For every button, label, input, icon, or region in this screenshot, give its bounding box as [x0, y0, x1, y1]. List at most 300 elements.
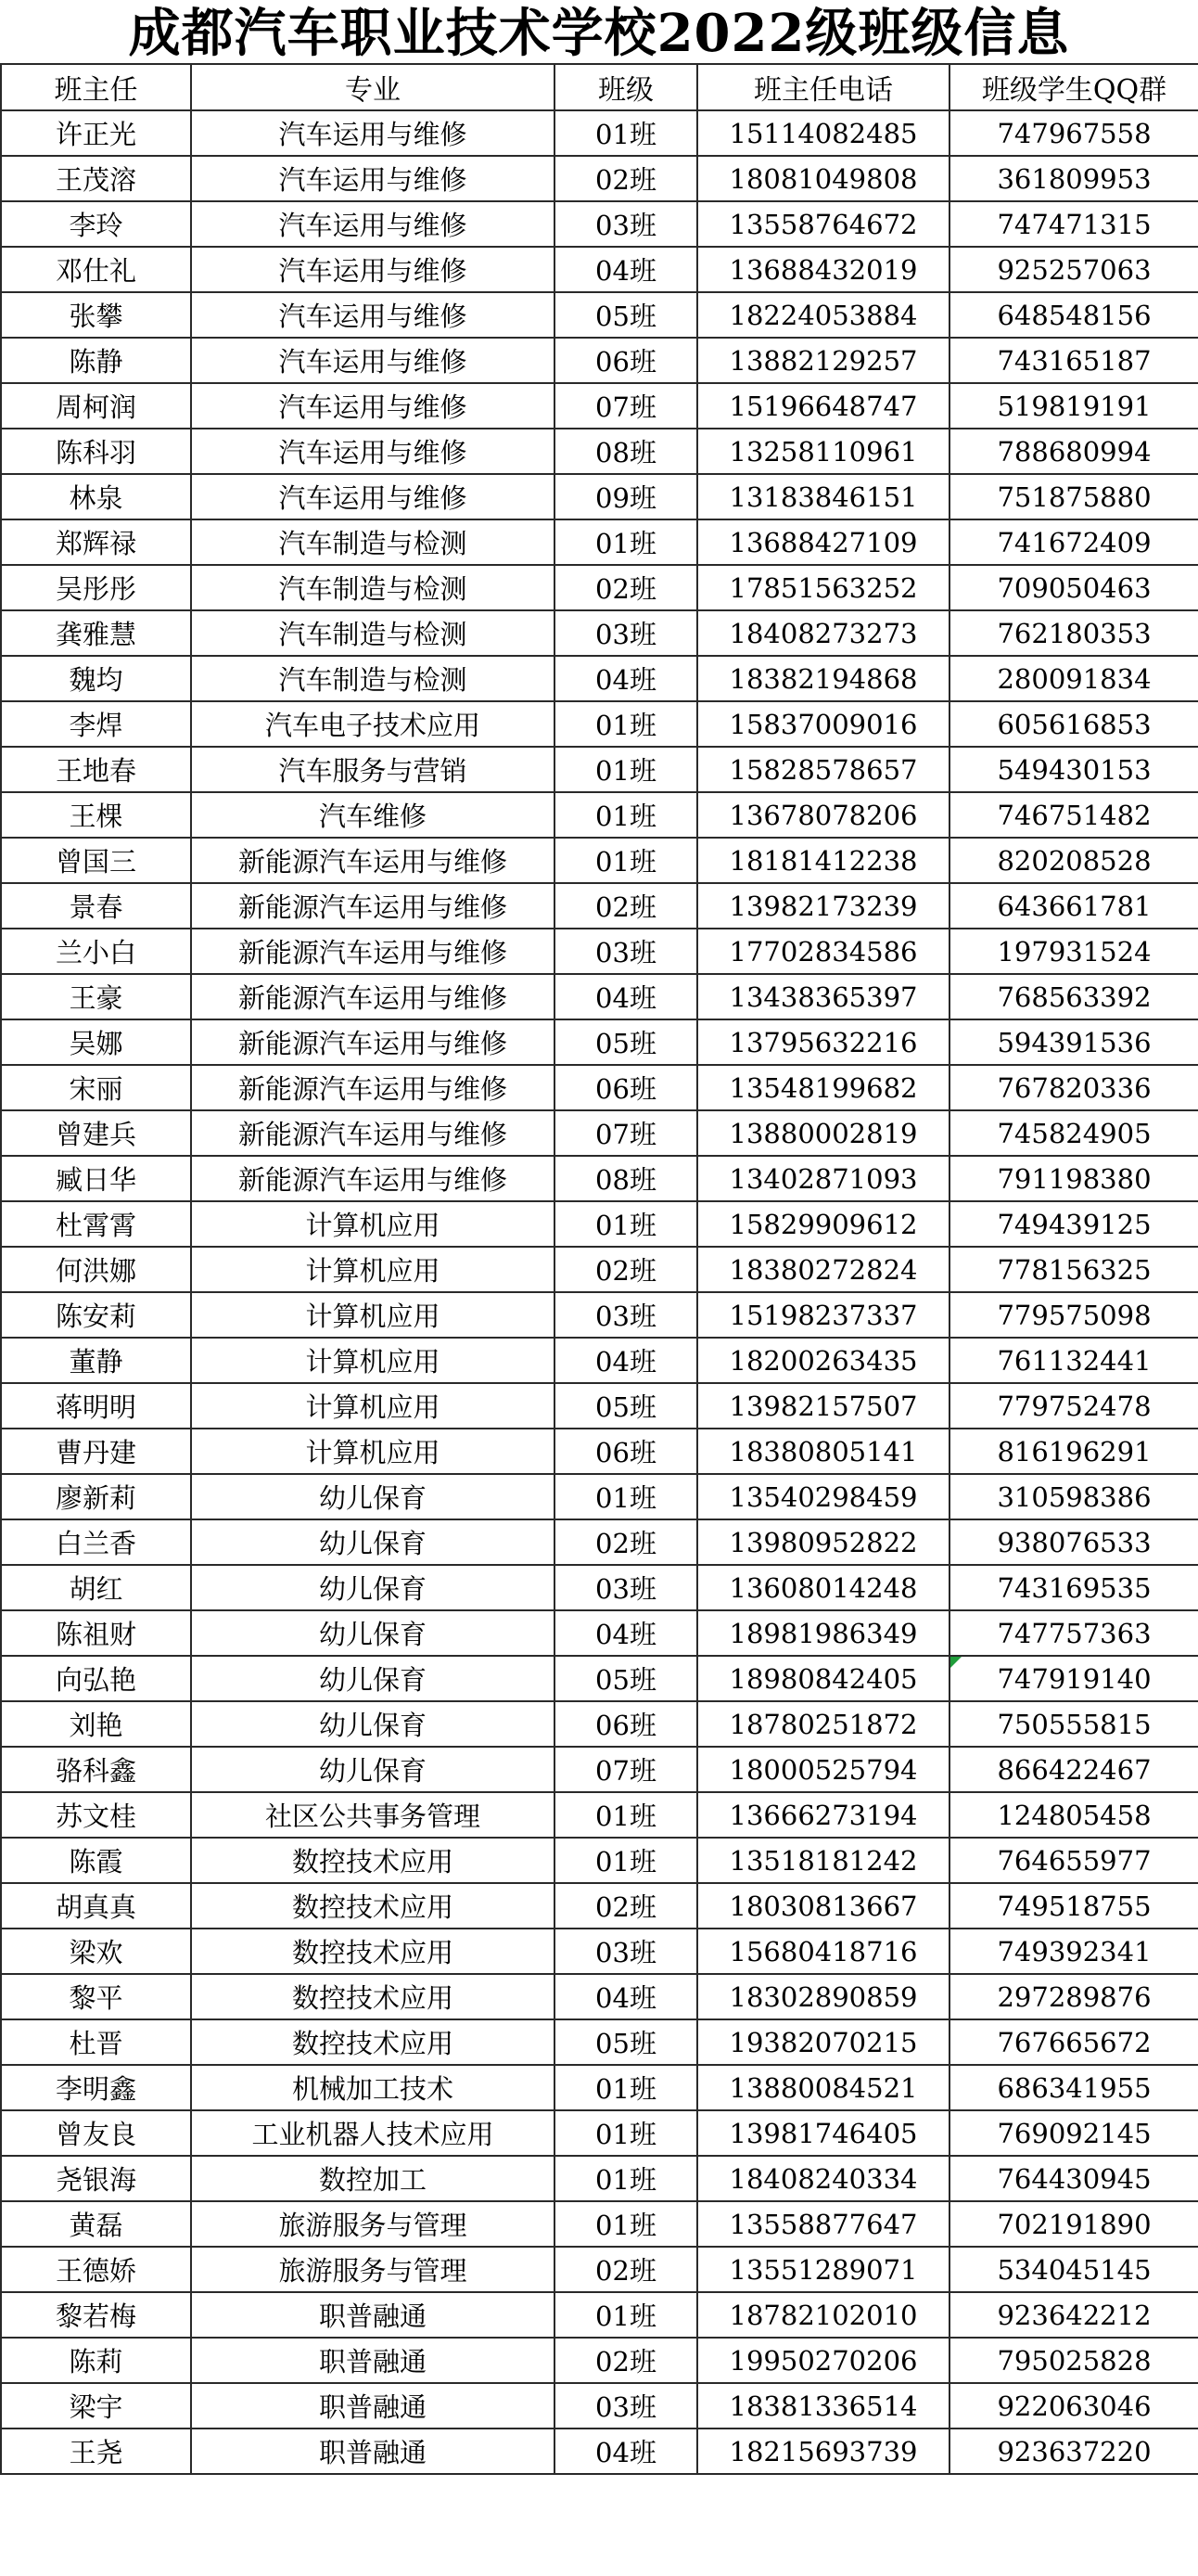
cell-phone[interactable]: 15680418716 [697, 1929, 949, 1974]
cell-qq-group[interactable]: 923642212 [949, 2292, 1198, 2338]
cell-phone[interactable]: 13688432019 [697, 247, 949, 292]
cell-major[interactable]: 幼儿保育 [191, 1610, 554, 1656]
table-row [1, 1519, 1198, 1565]
cell-qq-group[interactable]: 747757363 [949, 1610, 1198, 1656]
cell-qq-group[interactable]: 922063046 [949, 2383, 1198, 2429]
cell-teacher[interactable]: 陈静 [1, 338, 191, 383]
cell-class[interactable]: 06班 [554, 1701, 697, 1747]
cell-teacher[interactable]: 王棵 [1, 792, 191, 838]
cell-class[interactable]: 06班 [554, 1429, 697, 1474]
cell-teacher[interactable]: 臧日华 [1, 1156, 191, 1201]
cell-qq-group[interactable]: 549430153 [949, 747, 1198, 792]
cell-phone[interactable]: 13688427109 [697, 519, 949, 565]
cell-phone[interactable]: 18000525794 [697, 1747, 949, 1792]
cell-phone[interactable]: 18780251872 [697, 1701, 949, 1747]
cell-major[interactable]: 幼儿保育 [191, 1701, 554, 1747]
table-row [1, 429, 1198, 474]
cell-major[interactable]: 旅游服务与管理 [191, 2247, 554, 2292]
cell-qq-group[interactable]: 686341955 [949, 2065, 1198, 2110]
cell-qq-group[interactable]: 779752478 [949, 1383, 1198, 1429]
cell-major[interactable]: 社区公共事务管理 [191, 1792, 554, 1838]
cell-qq-group[interactable]: 124805458 [949, 1792, 1198, 1838]
cell-major[interactable]: 职普融通 [191, 2383, 554, 2429]
cell-qq-group[interactable]: 745824905 [949, 1110, 1198, 1156]
cell-class[interactable]: 01班 [554, 747, 697, 792]
cell-phone[interactable]: 13540298459 [697, 1474, 949, 1519]
cell-teacher[interactable]: 廖新莉 [1, 1474, 191, 1519]
cell-phone[interactable]: 13558877647 [697, 2201, 949, 2247]
cell-major[interactable]: 汽车服务与营销 [191, 747, 554, 792]
cell-qq-group[interactable]: 764655977 [949, 1838, 1198, 1883]
cell-phone[interactable]: 18980842405 [697, 1656, 949, 1701]
cell-major[interactable]: 数控技术应用 [191, 1883, 554, 1929]
cell-phone[interactable]: 13678078206 [697, 792, 949, 838]
cell-qq-group[interactable]: 605616853 [949, 701, 1198, 747]
cell-teacher[interactable]: 王尧 [1, 2429, 191, 2474]
cell-teacher[interactable]: 董静 [1, 1338, 191, 1383]
cell-qq-group[interactable]: 751875880 [949, 474, 1198, 519]
cell-phone[interactable]: 15196648747 [697, 383, 949, 429]
cell-teacher[interactable]: 吴彤彤 [1, 565, 191, 610]
cell-major[interactable]: 计算机应用 [191, 1292, 554, 1338]
cell-major[interactable]: 汽车制造与检测 [191, 610, 554, 656]
cell-class[interactable]: 06班 [554, 338, 697, 383]
cell-qq-group[interactable]: 938076533 [949, 1519, 1198, 1565]
cell-teacher[interactable]: 王茂溶 [1, 156, 191, 201]
header-cell-class[interactable]: 班级 [554, 64, 697, 110]
table-row [1, 247, 1198, 292]
cell-phone[interactable]: 13981746405 [697, 2110, 949, 2156]
cell-qq-group[interactable]: 749439125 [949, 1201, 1198, 1247]
cell-major[interactable]: 数控技术应用 [191, 1838, 554, 1883]
table-row [1, 2019, 1198, 2065]
cell-major[interactable]: 汽车运用与维修 [191, 383, 554, 429]
cell-class[interactable]: 01班 [554, 1201, 697, 1247]
cell-major[interactable]: 计算机应用 [191, 1429, 554, 1474]
cell-class[interactable]: 08班 [554, 429, 697, 474]
cell-class[interactable]: 03班 [554, 1565, 697, 1610]
cell-class[interactable]: 02班 [554, 156, 697, 201]
cell-qq-group[interactable]: 594391536 [949, 1019, 1198, 1065]
cell-class[interactable]: 02班 [554, 2247, 697, 2292]
cell-qq-group[interactable]: 310598386 [949, 1474, 1198, 1519]
cell-class[interactable]: 02班 [554, 1519, 697, 1565]
table-row [1, 747, 1198, 792]
cell-qq-group[interactable]: 702191890 [949, 2201, 1198, 2247]
cell-major[interactable]: 职普融通 [191, 2292, 554, 2338]
cell-teacher[interactable]: 梁欢 [1, 1929, 191, 1974]
table-row [1, 1838, 1198, 1883]
cell-class[interactable]: 01班 [554, 2156, 697, 2201]
cell-teacher[interactable]: 梁宇 [1, 2383, 191, 2429]
cell-class[interactable]: 01班 [554, 1474, 697, 1519]
cell-phone[interactable]: 13666273194 [697, 1792, 949, 1838]
cell-phone[interactable]: 13258110961 [697, 429, 949, 474]
cell-class[interactable]: 07班 [554, 1110, 697, 1156]
cell-phone[interactable]: 13880084521 [697, 2065, 949, 2110]
cell-phone[interactable]: 13518181242 [697, 1838, 949, 1883]
cell-class[interactable]: 02班 [554, 883, 697, 929]
cell-class[interactable]: 08班 [554, 1156, 697, 1201]
cell-qq-group[interactable]: 866422467 [949, 1747, 1198, 1792]
cell-qq-group[interactable] [949, 1656, 1198, 1701]
cell-teacher[interactable]: 陈霞 [1, 1838, 191, 1883]
cell-phone[interactable]: 13608014248 [697, 1565, 949, 1610]
cell-teacher[interactable]: 陈科羽 [1, 429, 191, 474]
cell-teacher[interactable]: 苏文桂 [1, 1792, 191, 1838]
header-cell-major[interactable]: 专业 [191, 64, 554, 110]
cell-phone[interactable]: 13982157507 [697, 1383, 949, 1429]
cell-teacher[interactable]: 曾建兵 [1, 1110, 191, 1156]
cell-major[interactable]: 数控加工 [191, 2156, 554, 2201]
cell-teacher[interactable]: 胡真真 [1, 1883, 191, 1929]
cell-teacher[interactable]: 李焊 [1, 701, 191, 747]
cell-teacher[interactable]: 龚雅慧 [1, 610, 191, 656]
cell-qq-group[interactable]: 519819191 [949, 383, 1198, 429]
cell-qq-group[interactable]: 749518755 [949, 1883, 1198, 1929]
cell-teacher[interactable]: 李明鑫 [1, 2065, 191, 2110]
cell-teacher[interactable]: 杜霄霄 [1, 1201, 191, 1247]
cell-major[interactable]: 计算机应用 [191, 1383, 554, 1429]
cell-phone[interactable]: 18215693739 [697, 2429, 949, 2474]
cell-teacher[interactable]: 白兰香 [1, 1519, 191, 1565]
cell-class[interactable]: 03班 [554, 929, 697, 974]
cell-major[interactable]: 新能源汽车运用与维修 [191, 929, 554, 974]
cell-qq-group[interactable]: 761132441 [949, 1338, 1198, 1383]
header-cell-qq-group[interactable]: 班级学生QQ群 [949, 64, 1198, 110]
cell-class[interactable]: 05班 [554, 1019, 697, 1065]
cell-major[interactable]: 汽车制造与检测 [191, 565, 554, 610]
cell-class[interactable]: 04班 [554, 1974, 697, 2019]
table-body [1, 110, 1198, 2474]
cell-qq-group[interactable]: 741672409 [949, 519, 1198, 565]
table-row [1, 1474, 1198, 1519]
cell-phone[interactable]: 13882129257 [697, 338, 949, 383]
cell-teacher[interactable]: 周柯润 [1, 383, 191, 429]
cell-qq-group[interactable]: 762180353 [949, 610, 1198, 656]
cell-teacher[interactable]: 杜晋 [1, 2019, 191, 2065]
cell-major[interactable]: 幼儿保育 [191, 1565, 554, 1610]
cell-class[interactable]: 01班 [554, 519, 697, 565]
table-row [1, 1338, 1198, 1383]
table-row [1, 929, 1198, 974]
cell-qq-group[interactable]: 297289876 [949, 1974, 1198, 2019]
sheet-title: 成都汽车职业技术学校2022级班级信息 [128, 3, 1070, 64]
table-row [1, 2247, 1198, 2292]
cell-class[interactable]: 01班 [554, 838, 697, 883]
cell-major[interactable]: 新能源汽车运用与维修 [191, 1110, 554, 1156]
cell-major[interactable]: 汽车运用与维修 [191, 110, 554, 156]
cell-major[interactable]: 汽车制造与检测 [191, 519, 554, 565]
cell-major[interactable]: 幼儿保育 [191, 1474, 554, 1519]
cell-qq-group[interactable]: 746751482 [949, 792, 1198, 838]
cell-qq-group[interactable]: 534045145 [949, 2247, 1198, 2292]
table-row [1, 1065, 1198, 1110]
table-row [1, 1156, 1198, 1201]
cell-class[interactable]: 01班 [554, 1792, 697, 1838]
cell-class[interactable]: 07班 [554, 383, 697, 429]
cell-major[interactable]: 新能源汽车运用与维修 [191, 1156, 554, 1201]
cell-qq-group[interactable]: 749392341 [949, 1929, 1198, 1974]
cell-teacher[interactable]: 向弘艳 [1, 1656, 191, 1701]
cell-phone[interactable]: 18408240334 [697, 2156, 949, 2201]
cell-phone[interactable]: 13982173239 [697, 883, 949, 929]
cell-teacher[interactable]: 兰小白 [1, 929, 191, 974]
cell-qq-group[interactable]: 769092145 [949, 2110, 1198, 2156]
class-info-table [0, 63, 1198, 2475]
cell-class[interactable]: 03班 [554, 1292, 697, 1338]
cell-class[interactable]: 04班 [554, 656, 697, 701]
cell-phone[interactable]: 18380805141 [697, 1429, 949, 1474]
cell-qq-group[interactable]: 816196291 [949, 1429, 1198, 1474]
cell-class[interactable]: 01班 [554, 110, 697, 156]
cell-major[interactable]: 汽车运用与维修 [191, 338, 554, 383]
comment-indicator-icon[interactable] [950, 1657, 962, 1668]
cell-class[interactable]: 04班 [554, 1610, 697, 1656]
cell-phone[interactable]: 13402871093 [697, 1156, 949, 1201]
cell-phone[interactable]: 18782102010 [697, 2292, 949, 2338]
cell-qq-group[interactable]: 643661781 [949, 883, 1198, 929]
cell-class[interactable]: 01班 [554, 2065, 697, 2110]
cell-major[interactable]: 汽车维修 [191, 792, 554, 838]
cell-teacher[interactable]: 王德娇 [1, 2247, 191, 2292]
cell-major[interactable]: 新能源汽车运用与维修 [191, 1019, 554, 1065]
cell-phone[interactable]: 19382070215 [697, 2019, 949, 2065]
cell-qq-group[interactable]: 795025828 [949, 2338, 1198, 2383]
cell-teacher[interactable]: 王豪 [1, 974, 191, 1019]
cell-teacher[interactable]: 林泉 [1, 474, 191, 519]
cell-major[interactable]: 新能源汽车运用与维修 [191, 1065, 554, 1110]
cell-teacher[interactable]: 胡红 [1, 1565, 191, 1610]
cell-phone[interactable]: 15828578657 [697, 747, 949, 792]
cell-phone[interactable]: 13183846151 [697, 474, 949, 519]
cell-teacher[interactable]: 刘艳 [1, 1701, 191, 1747]
cell-phone[interactable]: 18981986349 [697, 1610, 949, 1656]
cell-qq-group[interactable]: 788680994 [949, 429, 1198, 474]
cell-phone[interactable]: 18081049808 [697, 156, 949, 201]
cell-teacher[interactable]: 郑辉禄 [1, 519, 191, 565]
cell-text: 747919140 [997, 1662, 1152, 1695]
cell-teacher[interactable]: 景春 [1, 883, 191, 929]
cell-teacher[interactable]: 陈祖财 [1, 1610, 191, 1656]
cell-qq-group[interactable]: 743169535 [949, 1565, 1198, 1610]
cell-class[interactable]: 02班 [554, 1247, 697, 1292]
cell-major[interactable]: 职普融通 [191, 2429, 554, 2474]
cell-phone[interactable]: 18381336514 [697, 2383, 949, 2429]
cell-major[interactable]: 幼儿保育 [191, 1656, 554, 1701]
cell-major[interactable]: 旅游服务与管理 [191, 2201, 554, 2247]
table-row [1, 2201, 1198, 2247]
cell-teacher[interactable]: 曾国三 [1, 838, 191, 883]
cell-class[interactable]: 01班 [554, 1838, 697, 1883]
cell-phone[interactable]: 13551289071 [697, 2247, 949, 2292]
cell-class[interactable]: 01班 [554, 701, 697, 747]
cell-qq-group[interactable]: 747967558 [949, 110, 1198, 156]
cell-teacher[interactable]: 张攀 [1, 292, 191, 338]
cell-qq-group[interactable]: 197931524 [949, 929, 1198, 974]
cell-phone[interactable]: 15837009016 [697, 701, 949, 747]
cell-phone[interactable]: 19950270206 [697, 2338, 949, 2383]
cell-major[interactable]: 数控技术应用 [191, 1929, 554, 1974]
cell-phone[interactable]: 18200263435 [697, 1338, 949, 1383]
cell-qq-group[interactable]: 747471315 [949, 201, 1198, 247]
cell-class[interactable]: 05班 [554, 1383, 697, 1429]
cell-major[interactable]: 机械加工技术 [191, 2065, 554, 2110]
cell-qq-group[interactable]: 791198380 [949, 1156, 1198, 1201]
cell-qq-group[interactable]: 925257063 [949, 247, 1198, 292]
table-row [1, 1656, 1198, 1701]
cell-major[interactable]: 工业机器人技术应用 [191, 2110, 554, 2156]
cell-class[interactable]: 06班 [554, 1065, 697, 1110]
table-row [1, 1701, 1198, 1747]
table-row [1, 701, 1198, 747]
cell-qq-group[interactable]: 778156325 [949, 1247, 1198, 1292]
cell-class[interactable]: 09班 [554, 474, 697, 519]
cell-teacher[interactable]: 吴娜 [1, 1019, 191, 1065]
cell-major[interactable]: 计算机应用 [191, 1247, 554, 1292]
cell-qq-group[interactable]: 820208528 [949, 838, 1198, 883]
cell-class[interactable]: 05班 [554, 2019, 697, 2065]
cell-qq-group[interactable]: 361809953 [949, 156, 1198, 201]
cell-phone[interactable]: 13558764672 [697, 201, 949, 247]
cell-major[interactable]: 汽车运用与维修 [191, 201, 554, 247]
cell-phone[interactable]: 18380272824 [697, 1247, 949, 1292]
cell-major[interactable]: 汽车电子技术应用 [191, 701, 554, 747]
table-row [1, 883, 1198, 929]
cell-phone[interactable]: 13548199682 [697, 1065, 949, 1110]
cell-phone[interactable]: 15114082485 [697, 110, 949, 156]
cell-class[interactable]: 04班 [554, 974, 697, 1019]
cell-phone[interactable]: 15198237337 [697, 1292, 949, 1338]
cell-class[interactable]: 03班 [554, 2383, 697, 2429]
cell-phone[interactable]: 18302890859 [697, 1974, 949, 2019]
cell-phone[interactable]: 18181412238 [697, 838, 949, 883]
cell-qq-group[interactable]: 280091834 [949, 656, 1198, 701]
table-row [1, 838, 1198, 883]
cell-major[interactable]: 幼儿保育 [191, 1747, 554, 1792]
cell-class[interactable]: 03班 [554, 201, 697, 247]
header-row [1, 64, 1198, 110]
cell-major[interactable]: 汽车制造与检测 [191, 656, 554, 701]
table-row [1, 2110, 1198, 2156]
table-row [1, 2383, 1198, 2429]
cell-teacher[interactable]: 黎若梅 [1, 2292, 191, 2338]
cell-major[interactable]: 数控技术应用 [191, 2019, 554, 2065]
cell-qq-group[interactable]: 743165187 [949, 338, 1198, 383]
cell-teacher[interactable]: 魏均 [1, 656, 191, 701]
cell-class[interactable]: 01班 [554, 2292, 697, 2338]
cell-qq-group[interactable]: 648548156 [949, 292, 1198, 338]
cell-teacher[interactable]: 邓仕礼 [1, 247, 191, 292]
table-row [1, 792, 1198, 838]
cell-phone[interactable]: 18224053884 [697, 292, 949, 338]
table-row [1, 1929, 1198, 1974]
cell-teacher[interactable]: 李玲 [1, 201, 191, 247]
cell-major[interactable]: 职普融通 [191, 2338, 554, 2383]
cell-teacher[interactable]: 黄磊 [1, 2201, 191, 2247]
cell-phone[interactable]: 18382194868 [697, 656, 949, 701]
cell-teacher[interactable]: 骆科鑫 [1, 1747, 191, 1792]
cell-major[interactable]: 数控技术应用 [191, 1974, 554, 2019]
cell-major[interactable]: 汽车运用与维修 [191, 292, 554, 338]
cell-phone[interactable]: 15829909612 [697, 1201, 949, 1247]
cell-teacher[interactable]: 宋丽 [1, 1065, 191, 1110]
cell-phone[interactable]: 18408273273 [697, 610, 949, 656]
cell-major[interactable]: 幼儿保育 [191, 1519, 554, 1565]
cell-major[interactable]: 新能源汽车运用与维修 [191, 883, 554, 929]
cell-class[interactable]: 07班 [554, 1747, 697, 1792]
cell-phone[interactable]: 13795632216 [697, 1019, 949, 1065]
cell-class[interactable]: 01班 [554, 2201, 697, 2247]
cell-teacher[interactable]: 曹丹建 [1, 1429, 191, 1474]
cell-qq-group[interactable]: 767665672 [949, 2019, 1198, 2065]
table-row [1, 1247, 1198, 1292]
cell-teacher[interactable]: 黎平 [1, 1974, 191, 2019]
cell-teacher[interactable]: 王地春 [1, 747, 191, 792]
table-row [1, 1019, 1198, 1065]
cell-major[interactable]: 汽车运用与维修 [191, 429, 554, 474]
cell-class[interactable]: 03班 [554, 610, 697, 656]
cell-teacher[interactable]: 曾友良 [1, 2110, 191, 2156]
cell-major[interactable]: 计算机应用 [191, 1338, 554, 1383]
cell-major[interactable]: 汽车运用与维修 [191, 247, 554, 292]
table-row [1, 474, 1198, 519]
cell-teacher[interactable]: 蒋明明 [1, 1383, 191, 1429]
cell-qq-group[interactable]: 768563392 [949, 974, 1198, 1019]
cell-phone[interactable]: 17851563252 [697, 565, 949, 610]
cell-phone[interactable]: 13438365397 [697, 974, 949, 1019]
table-row [1, 1292, 1198, 1338]
cell-qq-group[interactable]: 779575098 [949, 1292, 1198, 1338]
cell-class[interactable]: 02班 [554, 1883, 697, 1929]
cell-major[interactable]: 计算机应用 [191, 1201, 554, 1247]
cell-teacher[interactable]: 陈莉 [1, 2338, 191, 2383]
cell-teacher[interactable]: 许正光 [1, 110, 191, 156]
cell-teacher[interactable]: 何洪娜 [1, 1247, 191, 1292]
cell-class[interactable]: 04班 [554, 1338, 697, 1383]
table-row [1, 110, 1198, 156]
cell-class[interactable]: 05班 [554, 292, 697, 338]
cell-class[interactable]: 04班 [554, 2429, 697, 2474]
cell-phone[interactable]: 17702834586 [697, 929, 949, 974]
header-cell-teacher[interactable]: 班主任 [1, 64, 191, 110]
cell-major[interactable]: 汽车运用与维修 [191, 156, 554, 201]
cell-class[interactable]: 05班 [554, 1656, 697, 1701]
cell-class[interactable]: 03班 [554, 1929, 697, 1974]
header-cell-phone[interactable]: 班主任电话 [697, 64, 949, 110]
cell-phone[interactable]: 18030813667 [697, 1883, 949, 1929]
cell-qq-group[interactable]: 750555815 [949, 1701, 1198, 1747]
cell-class[interactable]: 04班 [554, 247, 697, 292]
cell-qq-group[interactable]: 709050463 [949, 565, 1198, 610]
cell-teacher[interactable]: 尧银海 [1, 2156, 191, 2201]
cell-class[interactable]: 02班 [554, 2338, 697, 2383]
cell-major[interactable]: 新能源汽车运用与维修 [191, 974, 554, 1019]
cell-phone[interactable]: 13980952822 [697, 1519, 949, 1565]
table-row [1, 974, 1198, 1019]
cell-phone[interactable]: 13880002819 [697, 1110, 949, 1156]
cell-teacher[interactable]: 陈安莉 [1, 1292, 191, 1338]
cell-class[interactable]: 01班 [554, 792, 697, 838]
cell-qq-group[interactable]: 764430945 [949, 2156, 1198, 2201]
cell-major[interactable]: 新能源汽车运用与维修 [191, 838, 554, 883]
cell-qq-group[interactable]: 923637220 [949, 2429, 1198, 2474]
cell-major[interactable]: 汽车运用与维修 [191, 474, 554, 519]
table-row [1, 610, 1198, 656]
cell-class[interactable]: 02班 [554, 565, 697, 610]
cell-qq-group[interactable]: 767820336 [949, 1065, 1198, 1110]
cell-class[interactable]: 01班 [554, 2110, 697, 2156]
